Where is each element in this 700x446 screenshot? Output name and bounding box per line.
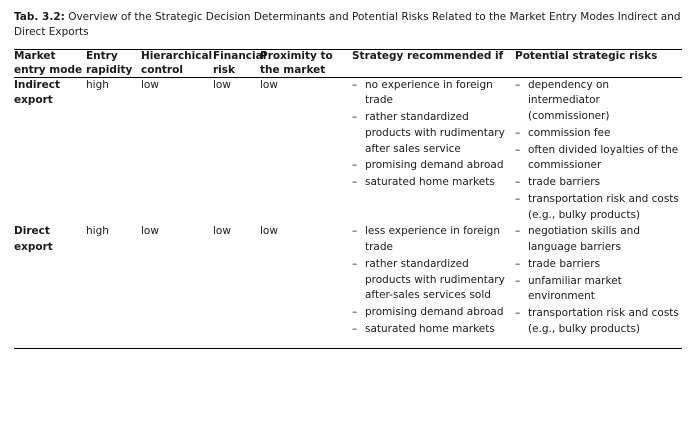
list-item: – saturated home markets: [352, 322, 515, 338]
market-entry-modes-table: [14, 49, 682, 348]
column-header-financial-risk: Financial risk: [213, 50, 267, 76]
list-item: – promising demand abroad: [352, 305, 515, 321]
list-item: – dependency on intermediator (commissioner): [515, 78, 682, 125]
cell-proximity-to-the-market: low: [260, 224, 352, 348]
column-header-potential-strategic-risks: Potential strategic risks: [515, 50, 682, 77]
list-item: – rather standardized products with rudimentary after-sales services sold: [352, 257, 515, 304]
column-header-strategy-recommended-if: Strategy recommended if: [352, 50, 515, 77]
strategy-list: [352, 78, 515, 191]
list-item: – promising demand abroad: [352, 158, 515, 174]
table-header-row: [14, 50, 682, 77]
list-item: – commission fee: [515, 126, 682, 142]
table-caption: [14, 10, 682, 40]
column-header-market-entry-mode: Market entry mode: [14, 50, 86, 77]
cell-hierarchical-control: low: [141, 224, 213, 348]
cell-market-entry-mode: Direct export: [14, 224, 86, 348]
list-item: – rather standardized products with rudimentary after sales service: [352, 110, 515, 157]
list-item: – saturated home markets: [352, 175, 515, 191]
cell-strategy-recommended-if: [352, 224, 515, 348]
list-item: – unfamiliar market environment: [515, 274, 682, 306]
cell-financial-risk: low: [213, 224, 260, 348]
cell-potential-strategic-risks: [515, 224, 682, 348]
table-header: [14, 50, 682, 77]
cell-potential-strategic-risks: [515, 77, 682, 224]
list-item: – trade barriers: [515, 175, 682, 191]
list-item: – transportation risk and costs (e.g., bulky products): [515, 192, 682, 224]
cell-market-entry-mode: Indirect export: [14, 78, 61, 107]
cell-hierarchical-control: low: [141, 78, 159, 91]
list-item: – no experience in foreign trade: [352, 78, 515, 110]
list-item: – transportation risk and costs (e.g., bulky products): [515, 306, 682, 338]
list-item: – trade barriers: [515, 257, 682, 273]
caption-label: Tab. 3.2:: [14, 11, 65, 23]
cell-entry-rapidity: high: [86, 78, 109, 91]
table-body: [14, 77, 682, 348]
list-item: – negotiation skills and language barriers: [515, 224, 682, 256]
caption-text: Overview of the Strategic Decision Determinants and Potential Risks Related to the Market Entry Modes Indirect and Direct Exports: [14, 11, 681, 39]
list-item: – often divided loyalties of the commissioner: [515, 143, 682, 175]
cell-proximity-to-the-market: low: [260, 78, 278, 91]
cell-financial-risk: low: [213, 78, 231, 91]
column-header-hierarchical-control: Hierarchical control: [141, 50, 213, 76]
column-header-entry-rapidity: Entry rapidity: [86, 50, 141, 77]
risks-list: [515, 78, 682, 224]
column-header-proximity-to-the-market: Proximity to the market: [260, 50, 352, 77]
cell-strategy-recommended-if: [352, 77, 515, 224]
risks-list: [515, 224, 682, 337]
table-row: [14, 77, 682, 224]
strategy-list: [352, 224, 515, 337]
list-item: – less experience in foreign trade: [352, 224, 515, 256]
cell-entry-rapidity: high: [86, 224, 141, 348]
table-row: [14, 224, 682, 348]
